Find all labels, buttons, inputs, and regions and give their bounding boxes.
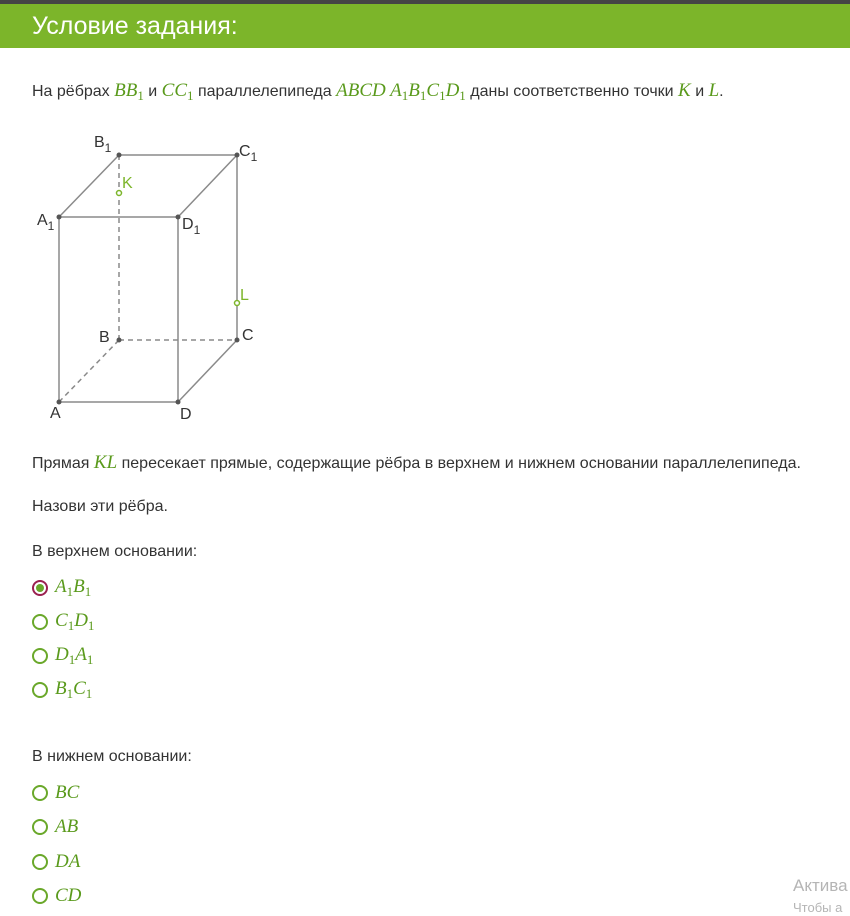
task-intro: На рёбрах $BB_1$ и $CC_1$ параллелепипеда ABCD $A_1B_1C_1D_1$ даны соответственно точки K и L. bbox=[32, 80, 724, 103]
vertex-b1 bbox=[117, 153, 122, 158]
activation-watermark-title: Актива bbox=[793, 876, 848, 895]
option-da[interactable]: DA bbox=[32, 851, 80, 873]
vertex-b bbox=[117, 338, 122, 343]
math-l: L bbox=[708, 80, 720, 101]
intro-text: На рёбрах bbox=[32, 83, 110, 100]
math-kl: KL bbox=[93, 452, 118, 473]
option-c1d1[interactable]: $C_1D_1$ bbox=[32, 611, 94, 633]
edge-ab-hidden bbox=[59, 340, 119, 402]
vertex-a bbox=[57, 400, 62, 405]
label-l: L bbox=[240, 287, 249, 304]
option-a1b1[interactable]: $A_1B_1$ bbox=[32, 577, 91, 599]
point-l bbox=[235, 301, 240, 306]
option-ab[interactable]: AB bbox=[32, 816, 78, 838]
math-cc1: $CC_1$ bbox=[161, 80, 194, 103]
radio-button[interactable] bbox=[32, 785, 48, 801]
radio-button[interactable] bbox=[32, 888, 48, 904]
upper-base-label: В верхнем основании: bbox=[32, 543, 198, 560]
intro-text: параллелепипеда bbox=[197, 83, 332, 100]
vertex-a1 bbox=[57, 215, 62, 220]
option-b1c1[interactable]: $B_1C_1$ bbox=[32, 679, 92, 701]
label-b: B bbox=[99, 329, 110, 346]
point-k bbox=[117, 191, 122, 196]
edge-a1b1 bbox=[59, 155, 119, 217]
label-a1: $A_1$ bbox=[37, 212, 55, 233]
edge-d1c1 bbox=[178, 155, 237, 217]
intro-text: даны соответственно точки bbox=[470, 83, 674, 100]
label-b1: $B_1$ bbox=[94, 134, 112, 155]
radio-button[interactable] bbox=[32, 682, 48, 698]
radio-button[interactable] bbox=[32, 854, 48, 870]
label-d1: $D_1$ bbox=[182, 216, 201, 237]
option-d1a1[interactable]: $D_1A_1$ bbox=[32, 645, 93, 667]
intro-text: и bbox=[148, 83, 158, 100]
radio-button[interactable] bbox=[32, 614, 48, 630]
math-bb1: $BB_1$ bbox=[114, 80, 144, 103]
option-cd[interactable]: CD bbox=[32, 885, 81, 907]
math-abcd: ABCD $A_1B_1C_1D_1$ bbox=[336, 80, 466, 103]
lower-base-label: В нижнем основании: bbox=[32, 748, 192, 765]
intro-text: и bbox=[695, 83, 705, 100]
edge-dc bbox=[178, 340, 237, 402]
label-k: K bbox=[122, 175, 133, 192]
label-a: A bbox=[50, 405, 61, 422]
task-prompt: Назови эти рёбра. bbox=[32, 498, 168, 515]
label-d: D bbox=[180, 406, 192, 423]
task-header bbox=[0, 4, 850, 48]
radio-button[interactable] bbox=[32, 819, 48, 835]
activation-watermark-text: Чтобы а bbox=[793, 900, 843, 915]
math-k: K bbox=[678, 80, 691, 101]
label-c1: $C_1$ bbox=[239, 143, 258, 164]
parallelepiped-figure bbox=[30, 125, 280, 430]
task-title: Условие задания: bbox=[32, 12, 238, 40]
task-statement: Прямая KL пересекает прямые, содержащие рёбра в верхнем и нижнем основании параллелепипеда. bbox=[32, 452, 801, 473]
vertex-d bbox=[176, 400, 181, 405]
radio-button[interactable] bbox=[32, 580, 48, 596]
vertex-c bbox=[235, 338, 240, 343]
vertex-d1 bbox=[176, 215, 181, 220]
label-c: C bbox=[242, 327, 254, 344]
radio-button[interactable] bbox=[32, 648, 48, 664]
option-bc[interactable]: BC bbox=[32, 782, 79, 804]
